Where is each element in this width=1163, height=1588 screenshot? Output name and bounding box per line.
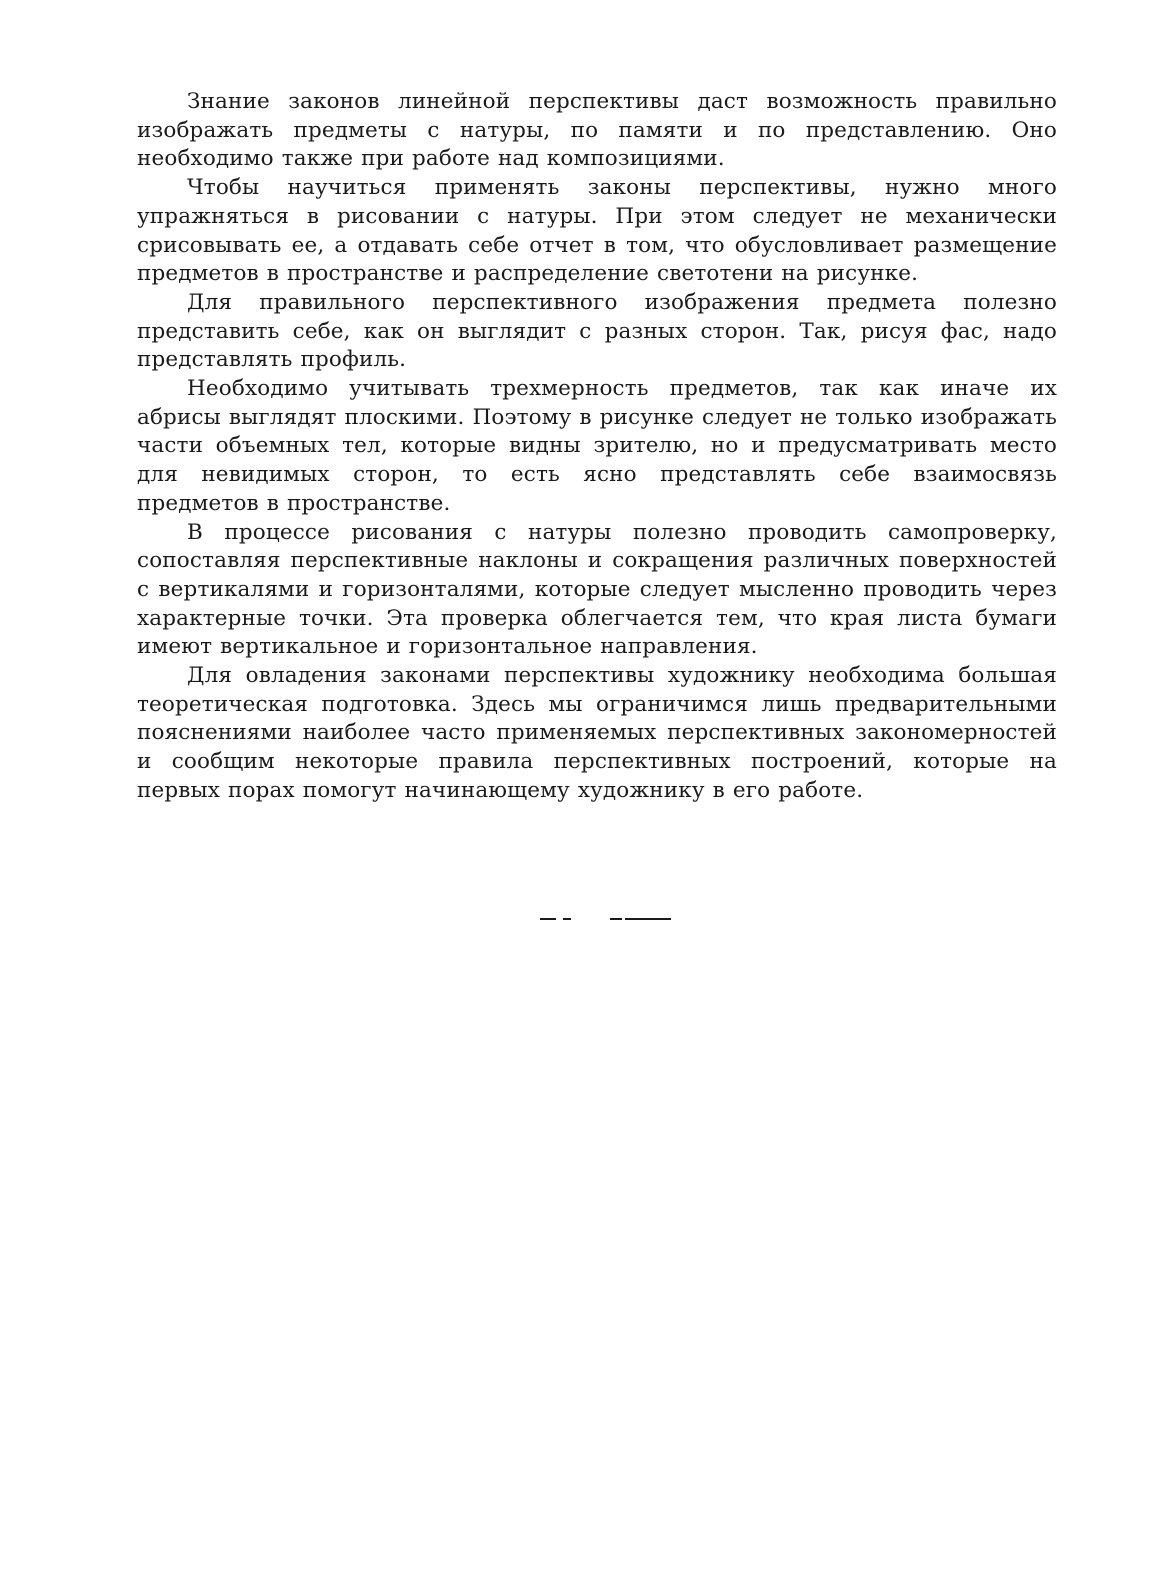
paragraph-1: Знание законов линейной перспективы даст возможность правильно изображать предметы с натуры, по памяти и по представлению. Оно необходимо также при работе над композициями. [137, 89, 1057, 172]
paragraph-3: Для правильного перспективного изображения предмета полезно представить себе, как он выглядит с разных сторон. Так, рисуя фас, надо представлять профиль. [137, 289, 1057, 373]
paragraph-2: Чтобы научиться применять законы перспективы, нужно много упражняться в рисовании с натуры. При этом следует не механически срисовывать ее, а отдавать себе отчет в том, что обусловливает размещение предметов в пространстве и распределение светотени на рисунке. [137, 175, 1057, 287]
paragraph-5: В процессе рисования с натуры полезно проводить самопроверку, сопоставляя перспективные наклоны и сокращения различных поверхностей с вертикалями и горизонталями, которые следует мысленно проводить через характерные точки. Эта проверка облегчается тем, что края листа бумаги имеют вертикальное и горизонтальное направления. [137, 519, 1057, 660]
document-body [137, 88, 1057, 806]
divider-dash [610, 918, 622, 920]
divider-dash [625, 918, 671, 920]
paragraph-6: Для овладения законами перспективы художнику необходима большая теоретическая подготовка. Здесь мы ограничимся лишь предварительными пояснениями наиболее часто применяемых перспективных закономерностей и сообщим некоторые правила перспективных построений, которые на первых порах помогут начинающему художнику в его работе. [137, 663, 1057, 803]
divider-dash [540, 918, 556, 920]
divider-dash [563, 918, 571, 920]
section-end-divider [0, 917, 1163, 921]
paragraph-4: Необходимо учитывать трехмерность предметов, так как иначе их абрисы выглядят плоскими. Поэтому в рисунке следует не только изображать части объемных тел, которые видны зрителю, но и предусматривать место для невидимых сторон, то есть ясно представлять себе взаимосвязь предметов в пространстве. [137, 376, 1057, 516]
